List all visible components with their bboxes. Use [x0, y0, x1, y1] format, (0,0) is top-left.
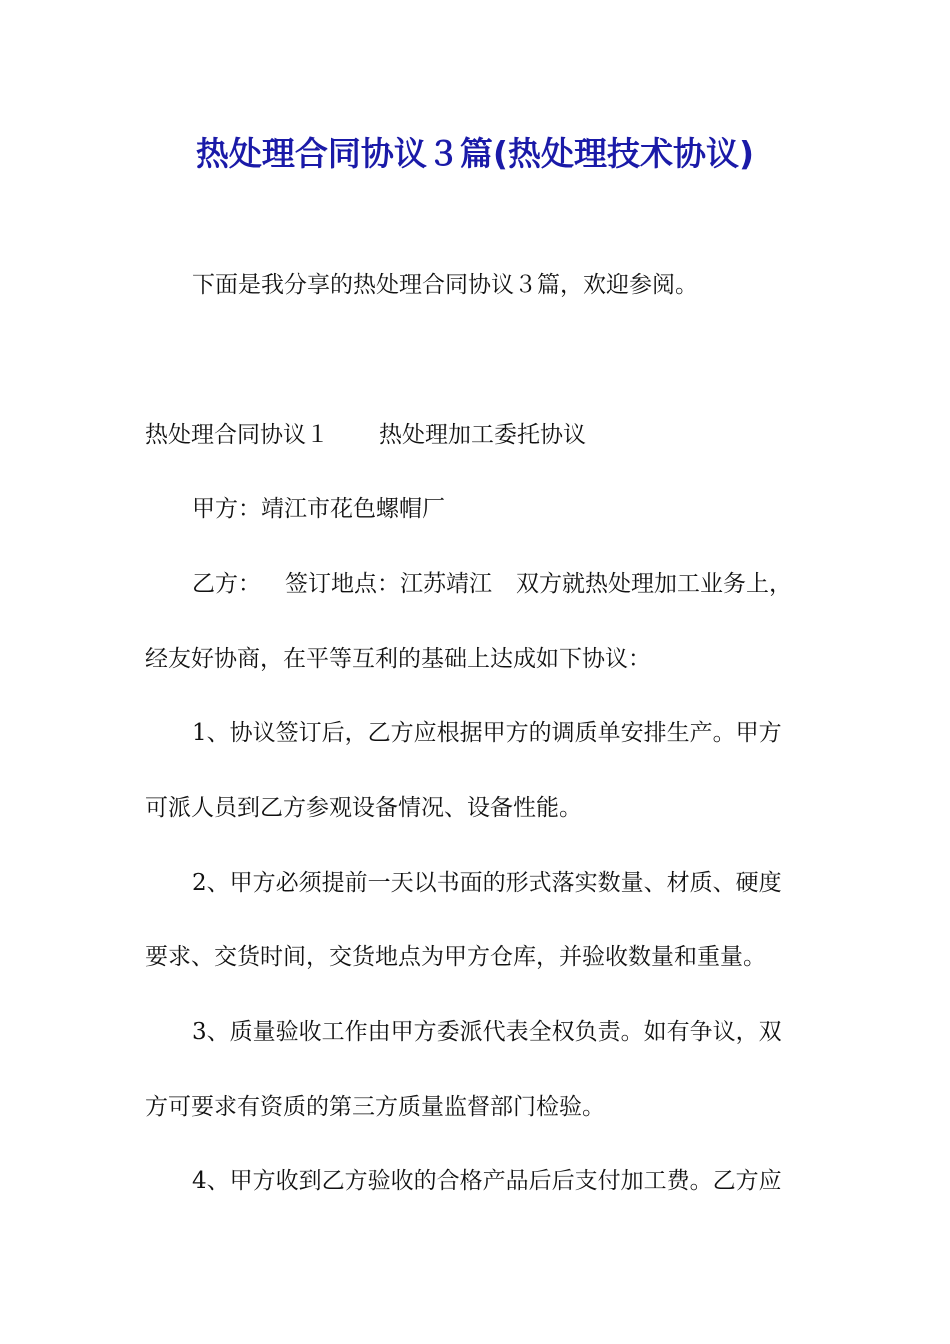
- paragraph-line: 经友好协商，在平等互利的基础上达成如下协议：: [145, 646, 651, 672]
- clause-2-line-2: 要求、交货时间，交货地点为甲方仓库，并验收数量和重量。: [145, 944, 766, 970]
- party-b-label: 乙方：: [192, 571, 261, 597]
- document-title: 热处理合同协议３篇(热处理技术协议): [195, 134, 755, 173]
- section-heading: 热处理合同协议１: [145, 422, 329, 448]
- clause-3-line-2: 方可要求有资质的第三方质量监督部门检验。: [145, 1094, 605, 1120]
- party-a-line: 甲方：靖江市花色螺帽厂: [192, 496, 445, 522]
- signing-place: 签订地点：江苏靖江: [285, 571, 492, 597]
- party-b-line: [192, 569, 950, 599]
- clause-1-line-1: 1、协议签订后，乙方应根据甲方的调质单安排生产。甲方: [192, 720, 782, 746]
- clause-1-line-2: 可派人员到乙方参观设备情况、设备性能。: [145, 795, 582, 821]
- clause-3-line-1: 3、质量验收工作由甲方委派代表全权负责。如有争议，双: [192, 1019, 782, 1045]
- section-subtitle: 热处理加工委托协议: [379, 422, 586, 448]
- section-heading-line: [145, 420, 950, 450]
- clause-4-line-1: 4、甲方收到乙方验收的合格产品后后支付加工费。乙方应: [192, 1168, 782, 1194]
- clause-2-line-1: 2、甲方必须提前一天以书面的形式落实数量、材质、硬度: [192, 870, 782, 896]
- intro-paragraph: 下面是我分享的热处理合同协议３篇，欢迎参阅。: [192, 272, 698, 298]
- agreement-intro: 双方就热处理加工业务上，: [516, 571, 792, 597]
